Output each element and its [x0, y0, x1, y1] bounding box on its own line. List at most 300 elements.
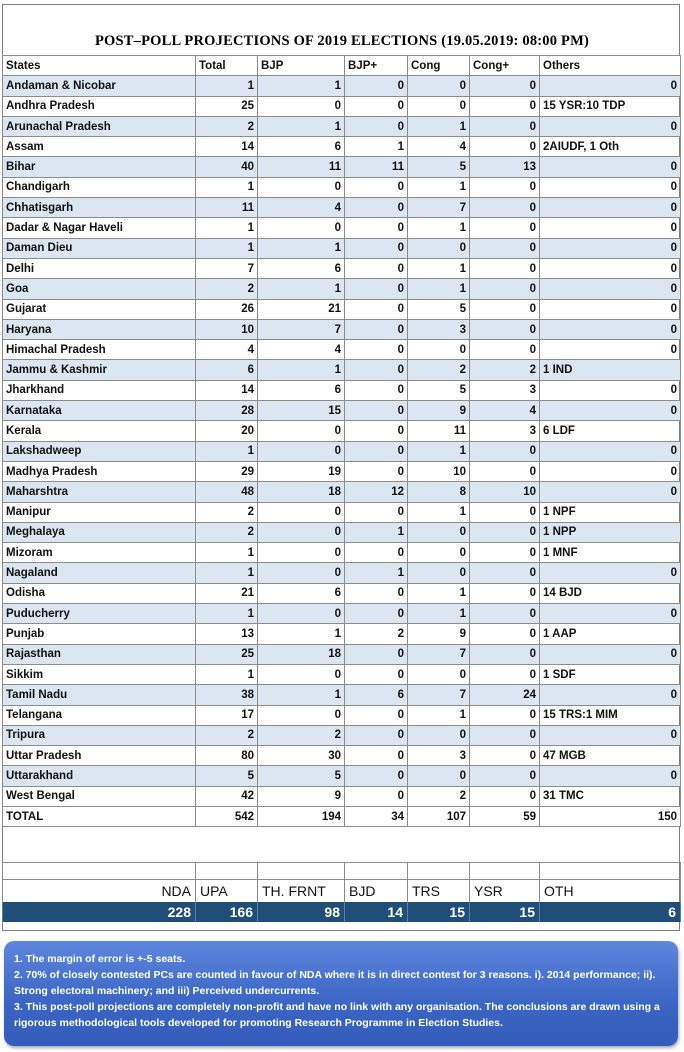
- seat-value-cell: 0: [408, 725, 470, 745]
- column-header: BJP+: [345, 56, 408, 76]
- projections-table: [2, 55, 681, 827]
- seat-value-cell: 2: [196, 725, 258, 745]
- seat-value-cell: 0: [540, 340, 681, 360]
- seat-value-cell: 4: [258, 340, 345, 360]
- seat-value-cell: 15 YSR:10 TDP: [540, 96, 681, 116]
- seat-value-cell: 4: [196, 340, 258, 360]
- seat-value-cell: 1: [408, 502, 470, 522]
- seat-value-cell: 0: [258, 502, 345, 522]
- seat-value-cell: 1 SDF: [540, 664, 681, 684]
- seat-value-cell: 1: [196, 177, 258, 197]
- seat-value-cell: 14: [196, 137, 258, 157]
- seat-value-cell: 0: [258, 421, 345, 441]
- summary-label-upa: UPA: [196, 880, 258, 902]
- seat-value-cell: 1: [258, 360, 345, 380]
- seat-value-cell: 5: [258, 766, 345, 786]
- seat-value-cell: 0: [470, 137, 540, 157]
- seat-value-cell: 2: [196, 116, 258, 136]
- seat-value-cell: 0: [345, 177, 408, 197]
- seat-value-cell: 0: [408, 664, 470, 684]
- table-row: [3, 177, 681, 197]
- seat-value-cell: 0: [540, 198, 681, 218]
- state-name-cell: Gujarat: [3, 299, 196, 319]
- seat-value-cell: 0: [470, 299, 540, 319]
- seat-value-cell: 2: [345, 624, 408, 644]
- seat-value-cell: 0: [470, 522, 540, 542]
- state-name-cell: Delhi: [3, 258, 196, 278]
- seat-value-cell: 0: [345, 218, 408, 238]
- table-row: [3, 461, 681, 481]
- table-row: [3, 137, 681, 157]
- seat-value-cell: 2: [470, 360, 540, 380]
- state-name-cell: Maharshtra: [3, 482, 196, 502]
- seat-value-cell: 7: [196, 258, 258, 278]
- seat-value-cell: 1: [408, 604, 470, 624]
- seat-value-cell: 0: [345, 340, 408, 360]
- summary-label-bjd: BJD: [345, 880, 408, 902]
- seat-value-cell: 3: [408, 319, 470, 339]
- seat-value-cell: 1: [196, 441, 258, 461]
- seat-value-cell: 0: [540, 258, 681, 278]
- summary-spacer-row: [3, 863, 681, 880]
- seat-value-cell: 0: [470, 198, 540, 218]
- seat-value-cell: 107: [408, 806, 470, 826]
- seat-value-cell: 0: [540, 319, 681, 339]
- seat-value-cell: 4: [470, 401, 540, 421]
- alliance-summary-table: [2, 862, 681, 922]
- seat-value-cell: 0: [540, 644, 681, 664]
- table-row: [3, 766, 681, 786]
- seat-value-cell: 0: [345, 380, 408, 400]
- seat-value-cell: 6: [345, 685, 408, 705]
- seat-value-cell: 0: [345, 116, 408, 136]
- table-row: [3, 664, 681, 684]
- seat-value-cell: 0: [540, 116, 681, 136]
- seat-value-cell: 80: [196, 746, 258, 766]
- table-row: [3, 786, 681, 806]
- seat-value-cell: 0: [345, 786, 408, 806]
- seat-value-cell: 0: [470, 340, 540, 360]
- column-header: States: [3, 56, 196, 76]
- seat-value-cell: 0: [408, 766, 470, 786]
- seat-value-cell: 1: [196, 543, 258, 563]
- seat-value-cell: 21: [258, 299, 345, 319]
- table-row: [3, 299, 681, 319]
- seat-value-cell: 7: [408, 644, 470, 664]
- table-row: [3, 421, 681, 441]
- notes-box: [4, 941, 678, 1046]
- state-name-cell: Mizoram: [3, 543, 196, 563]
- seat-value-cell: 0: [470, 583, 540, 603]
- seat-value-cell: 0: [345, 604, 408, 624]
- seat-value-cell: 2: [196, 502, 258, 522]
- seat-value-cell: 0: [470, 786, 540, 806]
- seat-value-cell: 1 NPF: [540, 502, 681, 522]
- seat-value-cell: 1: [258, 685, 345, 705]
- summary-value-upa: 166: [196, 902, 258, 922]
- state-name-cell: Uttarakhand: [3, 766, 196, 786]
- seat-value-cell: 25: [196, 96, 258, 116]
- state-name-cell: Goa: [3, 279, 196, 299]
- table-row: [3, 685, 681, 705]
- seat-value-cell: 0: [540, 238, 681, 258]
- table-row: [3, 563, 681, 583]
- seat-value-cell: 0: [470, 624, 540, 644]
- seat-value-cell: 5: [408, 157, 470, 177]
- seat-value-cell: 0: [408, 543, 470, 563]
- state-name-cell: Bihar: [3, 157, 196, 177]
- state-name-cell: Lakshadweep: [3, 441, 196, 461]
- seat-value-cell: 1: [196, 604, 258, 624]
- seat-value-cell: 0: [258, 543, 345, 563]
- column-header: BJP: [258, 56, 345, 76]
- summary-value-others: 6: [540, 902, 681, 922]
- seat-value-cell: 1: [408, 177, 470, 197]
- seat-value-cell: 6: [258, 137, 345, 157]
- state-name-cell: Tamil Nadu: [3, 685, 196, 705]
- seat-value-cell: 17: [196, 705, 258, 725]
- seat-value-cell: 2: [408, 360, 470, 380]
- state-name-cell: Andhra Pradesh: [3, 96, 196, 116]
- seat-value-cell: 0: [345, 76, 408, 96]
- seat-value-cell: 6: [258, 583, 345, 603]
- seat-value-cell: 1: [196, 563, 258, 583]
- seat-value-cell: 21: [196, 583, 258, 603]
- table-row: [3, 502, 681, 522]
- seat-value-cell: 0: [540, 441, 681, 461]
- table-row: [3, 340, 681, 360]
- seat-value-cell: 11: [408, 421, 470, 441]
- note-disclaimer: 3. This post-poll projections are completely non-profit and have no link with any organisation. The conclusions are drawn using a rigorous methodological tools developed for promoting Research Programme in Election Studies.: [14, 1001, 660, 1029]
- summary-value-trs: 15: [408, 902, 470, 922]
- table-row: [3, 583, 681, 603]
- table-row: [3, 218, 681, 238]
- summary-label-third-front: TH. FRNT: [258, 880, 345, 902]
- column-header: Cong+: [470, 56, 540, 76]
- seat-value-cell: 0: [345, 360, 408, 380]
- state-name-cell: Manipur: [3, 502, 196, 522]
- seat-value-cell: 0: [408, 522, 470, 542]
- seat-value-cell: 194: [258, 806, 345, 826]
- seat-value-cell: 0: [345, 725, 408, 745]
- seat-value-cell: 12: [345, 482, 408, 502]
- state-name-cell: Punjab: [3, 624, 196, 644]
- table-row: [3, 725, 681, 745]
- seat-value-cell: 1: [408, 279, 470, 299]
- note-margin-of-error: 1. The margin of error is +-5 seats.: [14, 953, 186, 965]
- seat-value-cell: 0: [540, 604, 681, 624]
- seat-value-cell: 11: [345, 157, 408, 177]
- seat-value-cell: 2: [196, 279, 258, 299]
- note-methodology: 2. 70% of closely contested PCs are counted in favour of NDA where it is in direct contest for 3 reasons. i). 2014 performance; ii). Strong electoral machinery; and iii) Perceived undercurrents.: [14, 969, 656, 997]
- state-name-cell: Chhatisgarh: [3, 198, 196, 218]
- seat-value-cell: 0: [470, 563, 540, 583]
- seat-value-cell: 0: [470, 502, 540, 522]
- state-name-cell: Himachal Pradesh: [3, 340, 196, 360]
- seat-value-cell: 2AIUDF, 1 Oth: [540, 137, 681, 157]
- seat-value-cell: 0: [540, 380, 681, 400]
- seat-value-cell: 0: [470, 644, 540, 664]
- seat-value-cell: 34: [345, 806, 408, 826]
- seat-value-cell: 7: [408, 198, 470, 218]
- seat-value-cell: 18: [258, 482, 345, 502]
- seat-value-cell: 0: [258, 177, 345, 197]
- seat-value-cell: 0: [470, 543, 540, 563]
- seat-value-cell: 7: [408, 685, 470, 705]
- seat-value-cell: 0: [345, 401, 408, 421]
- seat-value-cell: 30: [258, 746, 345, 766]
- seat-value-cell: 0: [345, 258, 408, 278]
- seat-value-cell: 1: [258, 279, 345, 299]
- seat-value-cell: 0: [470, 218, 540, 238]
- seat-value-cell: 1 IND: [540, 360, 681, 380]
- seat-value-cell: 0: [470, 96, 540, 116]
- seat-value-cell: 7: [258, 319, 345, 339]
- seat-value-cell: 0: [345, 664, 408, 684]
- seat-value-cell: 9: [408, 624, 470, 644]
- seat-value-cell: 0: [470, 279, 540, 299]
- seat-value-cell: 0: [470, 766, 540, 786]
- seat-value-cell: 1: [196, 238, 258, 258]
- seat-value-cell: 1: [408, 705, 470, 725]
- seat-value-cell: 0: [408, 238, 470, 258]
- state-name-cell: Rajasthan: [3, 644, 196, 664]
- seat-value-cell: 1: [258, 116, 345, 136]
- seat-value-cell: 2: [408, 786, 470, 806]
- table-row: [3, 319, 681, 339]
- seat-value-cell: 13: [470, 157, 540, 177]
- seat-value-cell: 0: [345, 543, 408, 563]
- seat-value-cell: 0: [470, 177, 540, 197]
- seat-value-cell: 1: [408, 441, 470, 461]
- seat-value-cell: 0: [345, 319, 408, 339]
- seat-value-cell: 8: [408, 482, 470, 502]
- seat-value-cell: 1 MNF: [540, 543, 681, 563]
- seat-value-cell: 11: [196, 198, 258, 218]
- seat-value-cell: 0: [470, 746, 540, 766]
- state-name-cell: Odisha: [3, 583, 196, 603]
- column-header: Cong: [408, 56, 470, 76]
- total-row: [3, 806, 681, 826]
- seat-value-cell: 48: [196, 482, 258, 502]
- seat-value-cell: 6: [196, 360, 258, 380]
- seat-value-cell: 24: [470, 685, 540, 705]
- seat-value-cell: 0: [540, 218, 681, 238]
- seat-value-cell: 3: [470, 380, 540, 400]
- summary-value-bjd: 14: [345, 902, 408, 922]
- seat-value-cell: 0: [258, 705, 345, 725]
- seat-value-cell: 10: [196, 319, 258, 339]
- seat-value-cell: 1: [408, 583, 470, 603]
- table-row: [3, 360, 681, 380]
- seat-value-cell: 3: [408, 746, 470, 766]
- seat-value-cell: 0: [258, 604, 345, 624]
- seat-value-cell: 542: [196, 806, 258, 826]
- seat-value-cell: 18: [258, 644, 345, 664]
- seat-value-cell: 0: [540, 157, 681, 177]
- state-name-cell: Tripura: [3, 725, 196, 745]
- seat-value-cell: 6 LDF: [540, 421, 681, 441]
- seat-value-cell: 1: [258, 76, 345, 96]
- seat-value-cell: 28: [196, 401, 258, 421]
- seat-value-cell: 0: [408, 96, 470, 116]
- seat-value-cell: 40: [196, 157, 258, 177]
- summary-value-nda: 228: [3, 902, 196, 922]
- seat-value-cell: 0: [470, 116, 540, 136]
- seat-value-cell: 0: [470, 664, 540, 684]
- seat-value-cell: 9: [408, 401, 470, 421]
- table-row: [3, 238, 681, 258]
- table-row: [3, 401, 681, 421]
- seat-value-cell: 0: [258, 218, 345, 238]
- state-name-cell: Madhya Pradesh: [3, 461, 196, 481]
- seat-value-cell: 0: [345, 299, 408, 319]
- summary-value-third-front: 98: [258, 902, 345, 922]
- seat-value-cell: 0: [345, 644, 408, 664]
- table-row: [3, 624, 681, 644]
- summary-values-row: [3, 902, 681, 922]
- seat-value-cell: 19: [258, 461, 345, 481]
- table-row: [3, 258, 681, 278]
- table-row: [3, 543, 681, 563]
- seat-value-cell: 0: [470, 604, 540, 624]
- seat-value-cell: 0: [540, 299, 681, 319]
- seat-value-cell: 0: [258, 96, 345, 116]
- table-row: [3, 380, 681, 400]
- seat-value-cell: 10: [470, 482, 540, 502]
- table-row: [3, 96, 681, 116]
- table-row: [3, 746, 681, 766]
- state-name-cell: Jammu & Kashmir: [3, 360, 196, 380]
- seat-value-cell: 26: [196, 299, 258, 319]
- seat-value-cell: 0: [540, 482, 681, 502]
- state-name-cell: Kerala: [3, 421, 196, 441]
- seat-value-cell: 2: [196, 522, 258, 542]
- seat-value-cell: 1 AAP: [540, 624, 681, 644]
- seat-value-cell: 15: [258, 401, 345, 421]
- state-name-cell: Karnataka: [3, 401, 196, 421]
- state-name-cell: Dadar & Nagar Haveli: [3, 218, 196, 238]
- seat-value-cell: 59: [470, 806, 540, 826]
- state-name-cell: Puducherry: [3, 604, 196, 624]
- seat-value-cell: 5: [196, 766, 258, 786]
- seat-value-cell: 20: [196, 421, 258, 441]
- seat-value-cell: 9: [258, 786, 345, 806]
- column-header: Others: [540, 56, 681, 76]
- seat-value-cell: 6: [258, 258, 345, 278]
- seat-value-cell: 0: [470, 441, 540, 461]
- seat-value-cell: 1: [196, 664, 258, 684]
- state-name-cell: Chandigarh: [3, 177, 196, 197]
- summary-label-ysr: YSR: [470, 880, 540, 902]
- table-row: [3, 198, 681, 218]
- seat-value-cell: 0: [345, 746, 408, 766]
- seat-value-cell: 0: [470, 705, 540, 725]
- seat-value-cell: 0: [470, 319, 540, 339]
- seat-value-cell: 13: [196, 624, 258, 644]
- seat-value-cell: 0: [258, 563, 345, 583]
- state-name-cell: West Bengal: [3, 786, 196, 806]
- seat-value-cell: 0: [408, 76, 470, 96]
- seat-value-cell: 1: [408, 116, 470, 136]
- table-row: [3, 644, 681, 664]
- seat-value-cell: 0: [258, 522, 345, 542]
- state-name-cell: Sikkim: [3, 664, 196, 684]
- seat-value-cell: 14: [196, 380, 258, 400]
- table-row: [3, 157, 681, 177]
- seat-value-cell: 0: [258, 664, 345, 684]
- seat-value-cell: 1: [408, 258, 470, 278]
- seat-value-cell: 0: [408, 563, 470, 583]
- seat-value-cell: 4: [408, 137, 470, 157]
- seat-value-cell: 0: [345, 441, 408, 461]
- seat-value-cell: 0: [470, 461, 540, 481]
- table-row: [3, 441, 681, 461]
- seat-value-cell: 42: [196, 786, 258, 806]
- seat-value-cell: 4: [258, 198, 345, 218]
- seat-value-cell: 1: [196, 76, 258, 96]
- seat-value-cell: 47 MGB: [540, 746, 681, 766]
- state-name-cell: Meghalaya: [3, 522, 196, 542]
- seat-value-cell: 1: [258, 624, 345, 644]
- summary-label-others: OTH: [540, 880, 681, 902]
- seat-value-cell: 0: [345, 279, 408, 299]
- seat-value-cell: 150: [540, 806, 681, 826]
- summary-labels-row: [3, 880, 681, 902]
- table-row: [3, 76, 681, 96]
- seat-value-cell: 29: [196, 461, 258, 481]
- seat-value-cell: 25: [196, 644, 258, 664]
- seat-value-cell: 1: [408, 218, 470, 238]
- column-header: Total: [196, 56, 258, 76]
- seat-value-cell: 0: [345, 583, 408, 603]
- seat-value-cell: 0: [540, 401, 681, 421]
- seat-value-cell: 0: [345, 766, 408, 786]
- seat-value-cell: 0: [540, 725, 681, 745]
- seat-value-cell: 38: [196, 685, 258, 705]
- seat-value-cell: 0: [540, 461, 681, 481]
- seat-value-cell: 15 TRS:1 MIM: [540, 705, 681, 725]
- seat-value-cell: 0: [540, 279, 681, 299]
- seat-value-cell: 0: [540, 766, 681, 786]
- seat-value-cell: 6: [258, 380, 345, 400]
- state-name-cell: Daman Dieu: [3, 238, 196, 258]
- seat-value-cell: 1: [196, 218, 258, 238]
- seat-value-cell: 14 BJD: [540, 583, 681, 603]
- state-name-cell: Haryana: [3, 319, 196, 339]
- seat-value-cell: 0: [470, 258, 540, 278]
- seat-value-cell: 0: [345, 461, 408, 481]
- state-name-cell: Arunachal Pradesh: [3, 116, 196, 136]
- seat-value-cell: 0: [408, 340, 470, 360]
- state-name-cell: Nagaland: [3, 563, 196, 583]
- seat-value-cell: 0: [345, 705, 408, 725]
- seat-value-cell: 0: [470, 76, 540, 96]
- seat-value-cell: 0: [540, 76, 681, 96]
- table-header-row: [3, 56, 681, 76]
- seat-value-cell: 31 TMC: [540, 786, 681, 806]
- state-name-cell: TOTAL: [3, 806, 196, 826]
- seat-value-cell: 0: [345, 198, 408, 218]
- summary-label-trs: TRS: [408, 880, 470, 902]
- seat-value-cell: 3: [470, 421, 540, 441]
- seat-value-cell: 0: [540, 177, 681, 197]
- state-name-cell: Assam: [3, 137, 196, 157]
- seat-value-cell: 0: [470, 238, 540, 258]
- seat-value-cell: 1 NPP: [540, 522, 681, 542]
- seat-value-cell: 1: [345, 563, 408, 583]
- seat-value-cell: 10: [408, 461, 470, 481]
